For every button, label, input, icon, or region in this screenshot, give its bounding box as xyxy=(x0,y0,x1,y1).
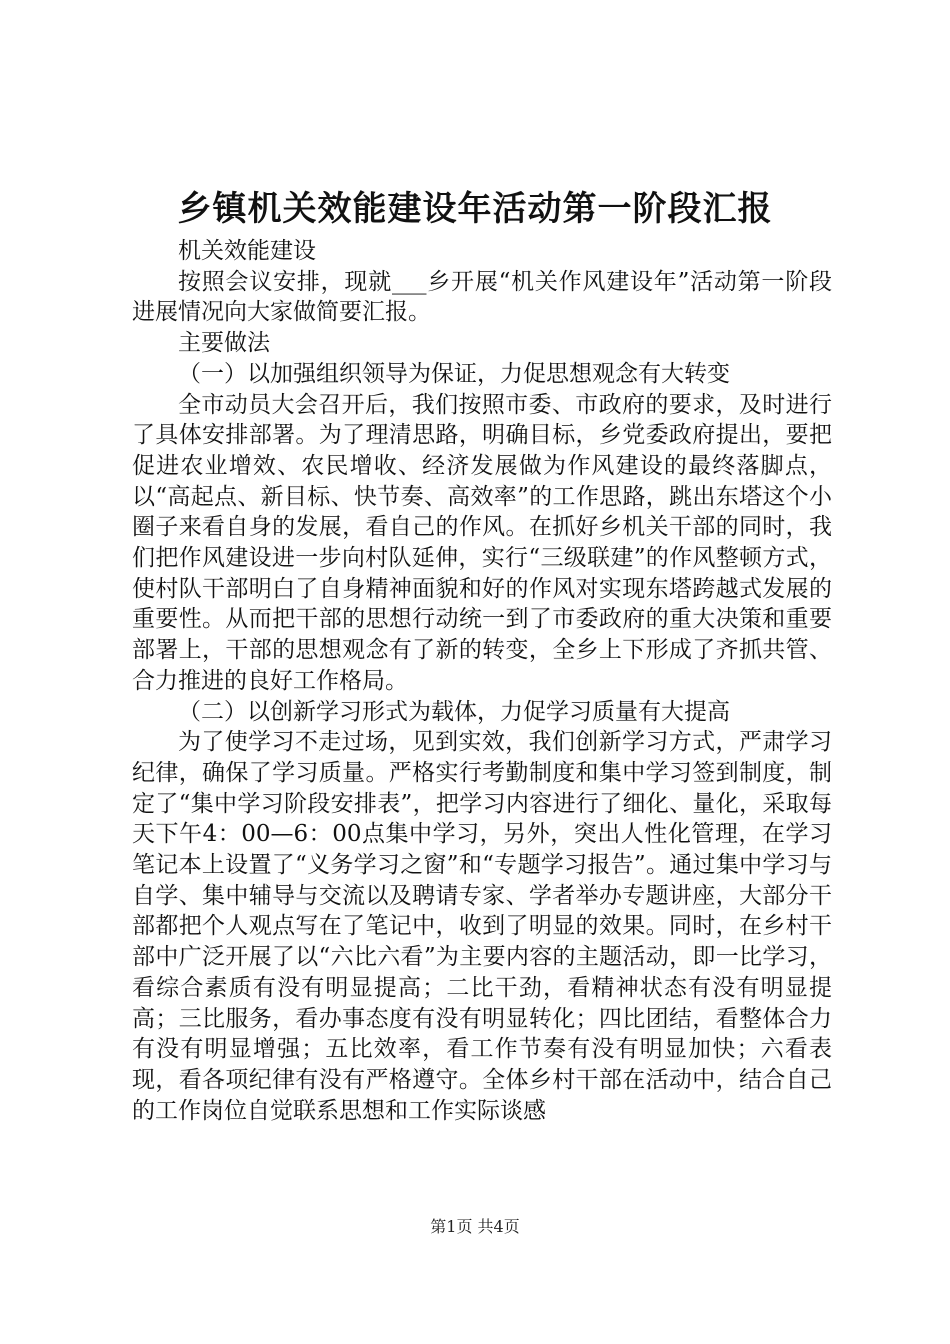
paragraph-section-2: 为了使学习不走过场，见到实效，我们创新学习方式，严肃学习纪律，确保了学习质量。严格实行考勤制度和集中学习签到制度，制定了“集中学习阶段安排表”，把学习内容进行了细化、量化，采取每天下午4：00—6：00点集中学习，另外，突出人性化管理，在学习笔记本上设置了“义务学习之窗”和“专题学习报告”。通过集中学习与自学、集中辅导与交流以及聘请专家、学者举办专题讲座，大部分干部都把个人观点写在了笔记中，收到了明显的效果。同时，在乡村干部中广泛开展了以“六比六看”为主要内容的主题活动，即一比学习，看综合素质有没有明显提高；二比干劲，看精神状态有没有明显提高；三比服务，看办事态度有没有明显转化；四比团结，看整体合力有没有明显增强；五比效率，看工作节奏有没有明显加快；六看表现，看各项纪律有没有严格遵守。全体乡村干部在活动中，结合自己的工作岗位自觉联系思想和工作实际谈感 xyxy=(132,729,832,1124)
page-footer: 第1页 共4页 xyxy=(430,1217,520,1236)
paragraph-intro-label: 机关效能建设 xyxy=(178,238,316,264)
document-title: 乡镇机关效能建设年活动第一阶段汇报 xyxy=(177,189,773,229)
paragraph-opening: 按照会议安排，现就___乡开展“机关作风建设年”活动第一阶段进展情况向大家做简要汇报。 xyxy=(132,268,832,326)
paragraph-section-1: 全市动员大会召开后，我们按照市委、市政府的要求，及时进行了具体安排部署。为了理清思路，明确目标，乡党委政府提出，要把促进农业增效、农民增收、经济发展做为作风建设的最终落脚点，以“高起点、新目标、快节奏、高效率”的工作思路，跳出东塔这个小圈子来看自身的发展，看自己的作风。在抓好乡机关干部的同时，我们把作风建设进一步向村队延伸，实行“三级联建”的作风整顿方式，使村队干部明白了自身精神面貌和好的作风对实现东塔跨越式发展的重要性。从而把干部的思想行动统一到了市委政府的重大决策和重要部署上，干部的思想观念有了新的转变，全乡上下形成了齐抓共管、合力推进的良好工作格局。 xyxy=(132,391,832,694)
subsection-heading-2: （二）以创新学习形式为载体，力促学习质量有大提高 xyxy=(178,698,730,725)
document-body xyxy=(132,236,832,1126)
section-heading-main-practices: 主要做法 xyxy=(178,330,270,357)
subsection-heading-1: （一）以加强组织领导为保证，力促思想观念有大转变 xyxy=(178,360,730,387)
